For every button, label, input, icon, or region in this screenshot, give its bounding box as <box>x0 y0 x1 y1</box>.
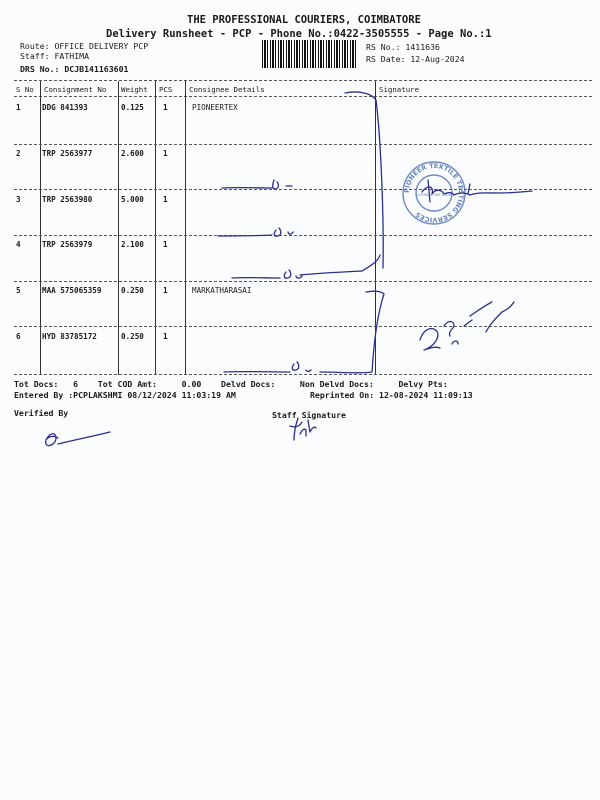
row-divider <box>14 281 592 282</box>
row-consignment: TRP 2563979 <box>42 240 93 249</box>
row-sno: 4 <box>16 240 21 249</box>
rs-number: RS No.: 1411636 <box>366 42 440 52</box>
col-divider <box>118 81 119 375</box>
col-consignment: Consignment No <box>44 85 107 94</box>
staff-signature-label: Staff Signature <box>272 410 346 420</box>
stamp-ring-textpath: PIONEER TEXTILE TESTING SERVICES <box>402 161 466 225</box>
row-divider <box>14 144 592 145</box>
row-divider <box>14 235 592 236</box>
row-consignment: TRP 2563977 <box>42 149 93 158</box>
entered-by: Entered By :PCPLAKSHMI 08/12/2024 11:03:19 AM <box>14 390 236 400</box>
company-name: THE PROFESSIONAL COURIERS, COIMBATORE <box>187 14 421 26</box>
verified-by-label: Verified By <box>14 408 69 418</box>
row-weight: 0.125 <box>121 103 144 112</box>
reprinted-on: Reprinted On: 12-08-2024 11:09:13 <box>310 390 473 400</box>
col-signature: Signature <box>379 85 420 94</box>
col-divider <box>185 81 186 375</box>
route-label: Route: OFFICE DELIVERY PCP <box>20 41 149 51</box>
ditto-mark-2 <box>222 180 292 189</box>
row-sno: 6 <box>16 332 21 341</box>
drs-number: DRS No.: DCJB141163601 <box>20 64 129 74</box>
row-weight: 5.000 <box>121 195 144 204</box>
col-divider <box>155 81 156 375</box>
header-divider-top <box>14 80 592 81</box>
row-weight: 0.250 <box>121 286 144 295</box>
col-sno: S No <box>16 85 34 94</box>
barcode <box>262 40 358 68</box>
row-pcs: 1 <box>163 195 168 204</box>
staff-signature-mark <box>290 418 316 440</box>
row-pcs: 1 <box>163 286 168 295</box>
row-consignee: PIONEERTEX <box>192 103 238 112</box>
row-divider <box>14 189 592 190</box>
ditto-mark-6 <box>224 362 311 372</box>
row-weight: 2.600 <box>121 149 144 158</box>
col-divider <box>40 81 41 375</box>
signature-scribble-1 <box>422 180 532 202</box>
row-sno: 1 <box>16 103 21 112</box>
row-sno: 3 <box>16 195 21 204</box>
stamp-center-text: COIMBATORE INDIA <box>415 192 453 197</box>
col-consignee: Consignee Details <box>189 85 265 94</box>
row-pcs: 1 <box>163 332 168 341</box>
row-weight: 2.100 <box>121 240 144 249</box>
col-divider <box>375 81 376 375</box>
row-consignment: TRP 2563980 <box>42 195 93 204</box>
ditto-mark-4 <box>232 270 362 278</box>
row-weight: 0.250 <box>121 332 144 341</box>
row-consignment: HYD 83785172 <box>42 332 97 341</box>
row-pcs: 1 <box>163 240 168 249</box>
row-pcs: 1 <box>163 103 168 112</box>
row-consignment: DDG 841393 <box>42 103 88 112</box>
verified-by-signature <box>46 432 110 446</box>
row-consignment: MAA 575065359 <box>42 286 102 295</box>
row-divider <box>14 326 592 327</box>
stamp-ring-text <box>403 162 465 224</box>
rs-date: RS Date: 12-Aug-2024 <box>366 54 465 64</box>
runsheet-subtitle: Delivery Runsheet - PCP - Phone No.:0422-3505555 - Page No.:1 <box>106 28 492 40</box>
header-divider-bottom <box>14 96 592 97</box>
row-consignee: MARKATHARASAI <box>192 286 252 295</box>
stamp-rings <box>403 162 465 224</box>
row-sno: 5 <box>16 286 21 295</box>
row-pcs: 1 <box>163 149 168 158</box>
signature-bracket-top <box>345 92 383 268</box>
totals-line: Tot Docs: 6 Tot COD Amt: 0.00 Delvd Docs: Non Delvd Docs: Delvy Pts: <box>14 379 448 389</box>
row-sno: 2 <box>16 149 21 158</box>
col-weight: Weight <box>121 85 148 94</box>
col-pcs: PCS <box>159 85 173 94</box>
staff-label: Staff: FATHIMA <box>20 51 90 61</box>
table-divider-bottom <box>14 374 592 375</box>
